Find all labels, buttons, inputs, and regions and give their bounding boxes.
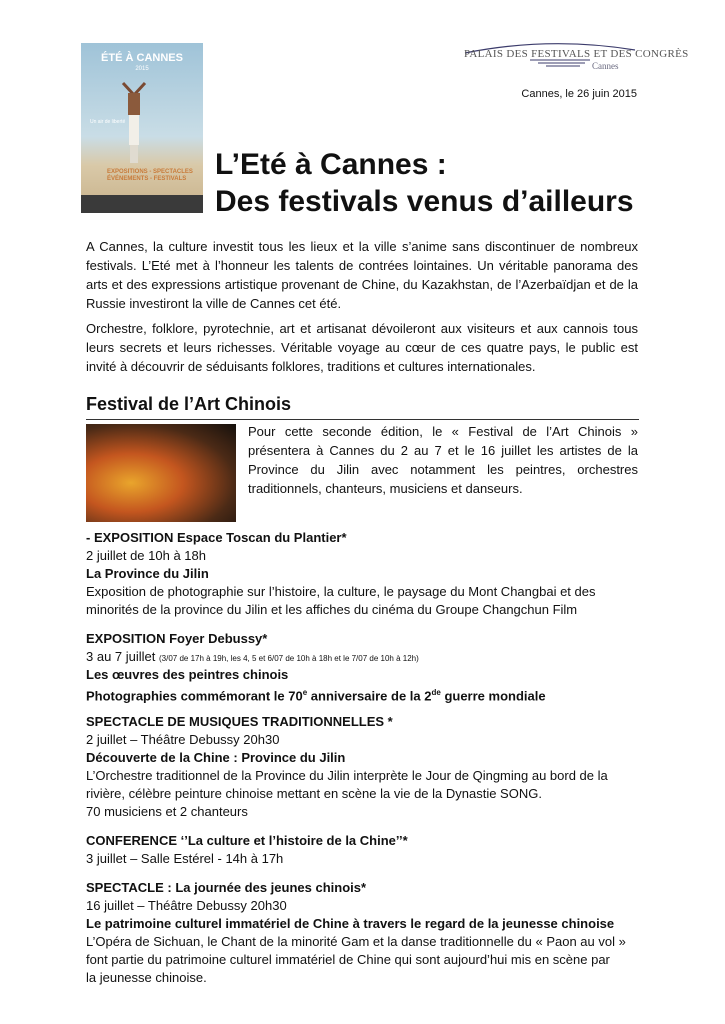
event-4-title: CONFERENCE ‘’La culture et l’histoire de la Chine’’* <box>86 833 408 848</box>
event-2-photo-sup-1: e <box>302 688 308 697</box>
event-1-when: 2 juillet de 10h à 18h <box>86 548 206 563</box>
poster-credits-bar <box>81 195 203 213</box>
event-2-photo-c: guerre mondiale <box>440 688 546 704</box>
poster-tagline: Un air de liberté <box>90 119 126 125</box>
logo-name: PALAIS DES FESTIVALS ET DES CONGRÈS <box>464 48 689 60</box>
poster-footer: EXPOSITIONS - SPECTACLES ÉVÉNEMENTS - FESTIVALS <box>107 169 193 182</box>
event-4-when: 3 juillet – Salle Estérel - 14h à 17h <box>86 851 284 866</box>
event-5-desc-3: la jeunesse chinoise. <box>86 970 207 985</box>
poster-year: 2015 <box>135 66 149 72</box>
poster-title: ÉTÉ À CANNES <box>101 52 183 64</box>
event-3-subtitle: Découverte de la Chine : Province du Jilin <box>86 750 346 765</box>
event-5-desc-1: L’Opéra de Sichuan, le Chant de la minorité Gam et la danse traditionnelle du « Paon au vol » <box>86 934 626 949</box>
section-heading: Festival de l’Art Chinois <box>86 394 292 414</box>
poster-image <box>81 43 203 213</box>
event-5-when: 16 juillet – Théâtre Debussy 20h30 <box>86 898 287 913</box>
event-1-desc-1: Exposition de photographie sur l’histoire, la culture, le paysage du Mont Changbai et des <box>86 584 596 599</box>
event-2-when: 3 au 7 juillet <box>86 649 156 664</box>
intro-paragraph-1: A Cannes, la culture investit tous les lieux et la ville s’anime sans discontinuer de nombreux festivals. L’Eté met à l’honneur les talents de contrées lointaines. Un véritable panorama des arts et des expressions artistique provenant de Chine, du Kazakhstan, de l’Azerbaïdjan et de la Russie investiront la ville de Cannes cet été. <box>86 239 638 311</box>
event-2-title: EXPOSITION Foyer Debussy* <box>86 631 268 646</box>
event-1-desc-2: minorités de la province du Jilin et les affiches du cinéma du Groupe Changchun Film <box>86 602 578 617</box>
event-2-photo-sup-2: de <box>431 688 441 697</box>
event-3-when: 2 juillet – Théâtre Debussy 20h30 <box>86 732 280 747</box>
event-5-desc-2: font partie du patrimoine culturel immatériel de Chine qui sont aujourd’hui mis en scène par <box>86 952 610 967</box>
intro-paragraph-2: Orchestre, folklore, pyrotechnie, art et artisanat dévoileront aux visiteurs et aux cannois tous leurs secrets et leurs richesses. Véritable voyage au cœur de ces quatre pays, le public est invité à découvrir de séduisants folklores, traditions et cultures internationales. <box>86 321 638 374</box>
page-title <box>215 146 634 220</box>
event-2-photo-a: Photographies commémorant le 70 <box>86 688 303 704</box>
event-2-subtitle: Les œuvres des peintres chinois <box>86 667 289 682</box>
event-3-title: SPECTACLE DE MUSIQUES TRADITIONNELLES * <box>86 714 393 729</box>
event-2-photo-line <box>86 684 546 705</box>
section-intro: Pour cette seconde édition, le « Festival de l’Art Chinois » présentera à Cannes du 2 au 7 et le 16 juillet les artistes de la Province du Jilin avec notamment les peintres, orchestres traditionnels, chanteurs, musiciens et danseurs. <box>248 424 638 496</box>
event-5-title: SPECTACLE : La journée des jeunes chinois* <box>86 880 367 895</box>
event-2-when-line <box>86 648 419 668</box>
event-3-desc-1: L’Orchestre traditionnel de la Province du Jilin interprète le Jour de Qingming au bord de la <box>86 768 608 783</box>
logo-city: Cannes <box>592 61 619 71</box>
title-line-1: L’Eté à Cannes : <box>215 148 447 181</box>
palais-logo-swoosh <box>460 40 640 80</box>
event-2-when-detail: (3/07 de 17h à 19h, les 4, 5 et 6/07 de 10h à 18h et le 7/07 de 10h à 12h) <box>159 654 419 663</box>
event-1-subtitle: La Province du Jilin <box>86 566 209 581</box>
event-3-desc-3: 70 musiciens et 2 chanteurs <box>86 804 248 819</box>
press-date: Cannes, le 26 juin 2015 <box>521 88 637 100</box>
event-5-subtitle: Le patrimoine culturel immatériel de Chine à travers le regard de la jeunesse chinoise <box>86 916 615 931</box>
event-1-title: - EXPOSITION Espace Toscan du Plantier* <box>86 530 347 545</box>
dancers-photo <box>86 424 236 522</box>
title-line-2: Des festivals venus d’ailleurs <box>215 185 634 218</box>
event-2-photo-b: anniversaire de la 2 <box>307 688 432 704</box>
section-divider <box>86 419 639 420</box>
event-3-desc-2: rivière, célèbre peinture chinoise mettant en scène la vie de la Dynastie SONG. <box>86 786 542 801</box>
